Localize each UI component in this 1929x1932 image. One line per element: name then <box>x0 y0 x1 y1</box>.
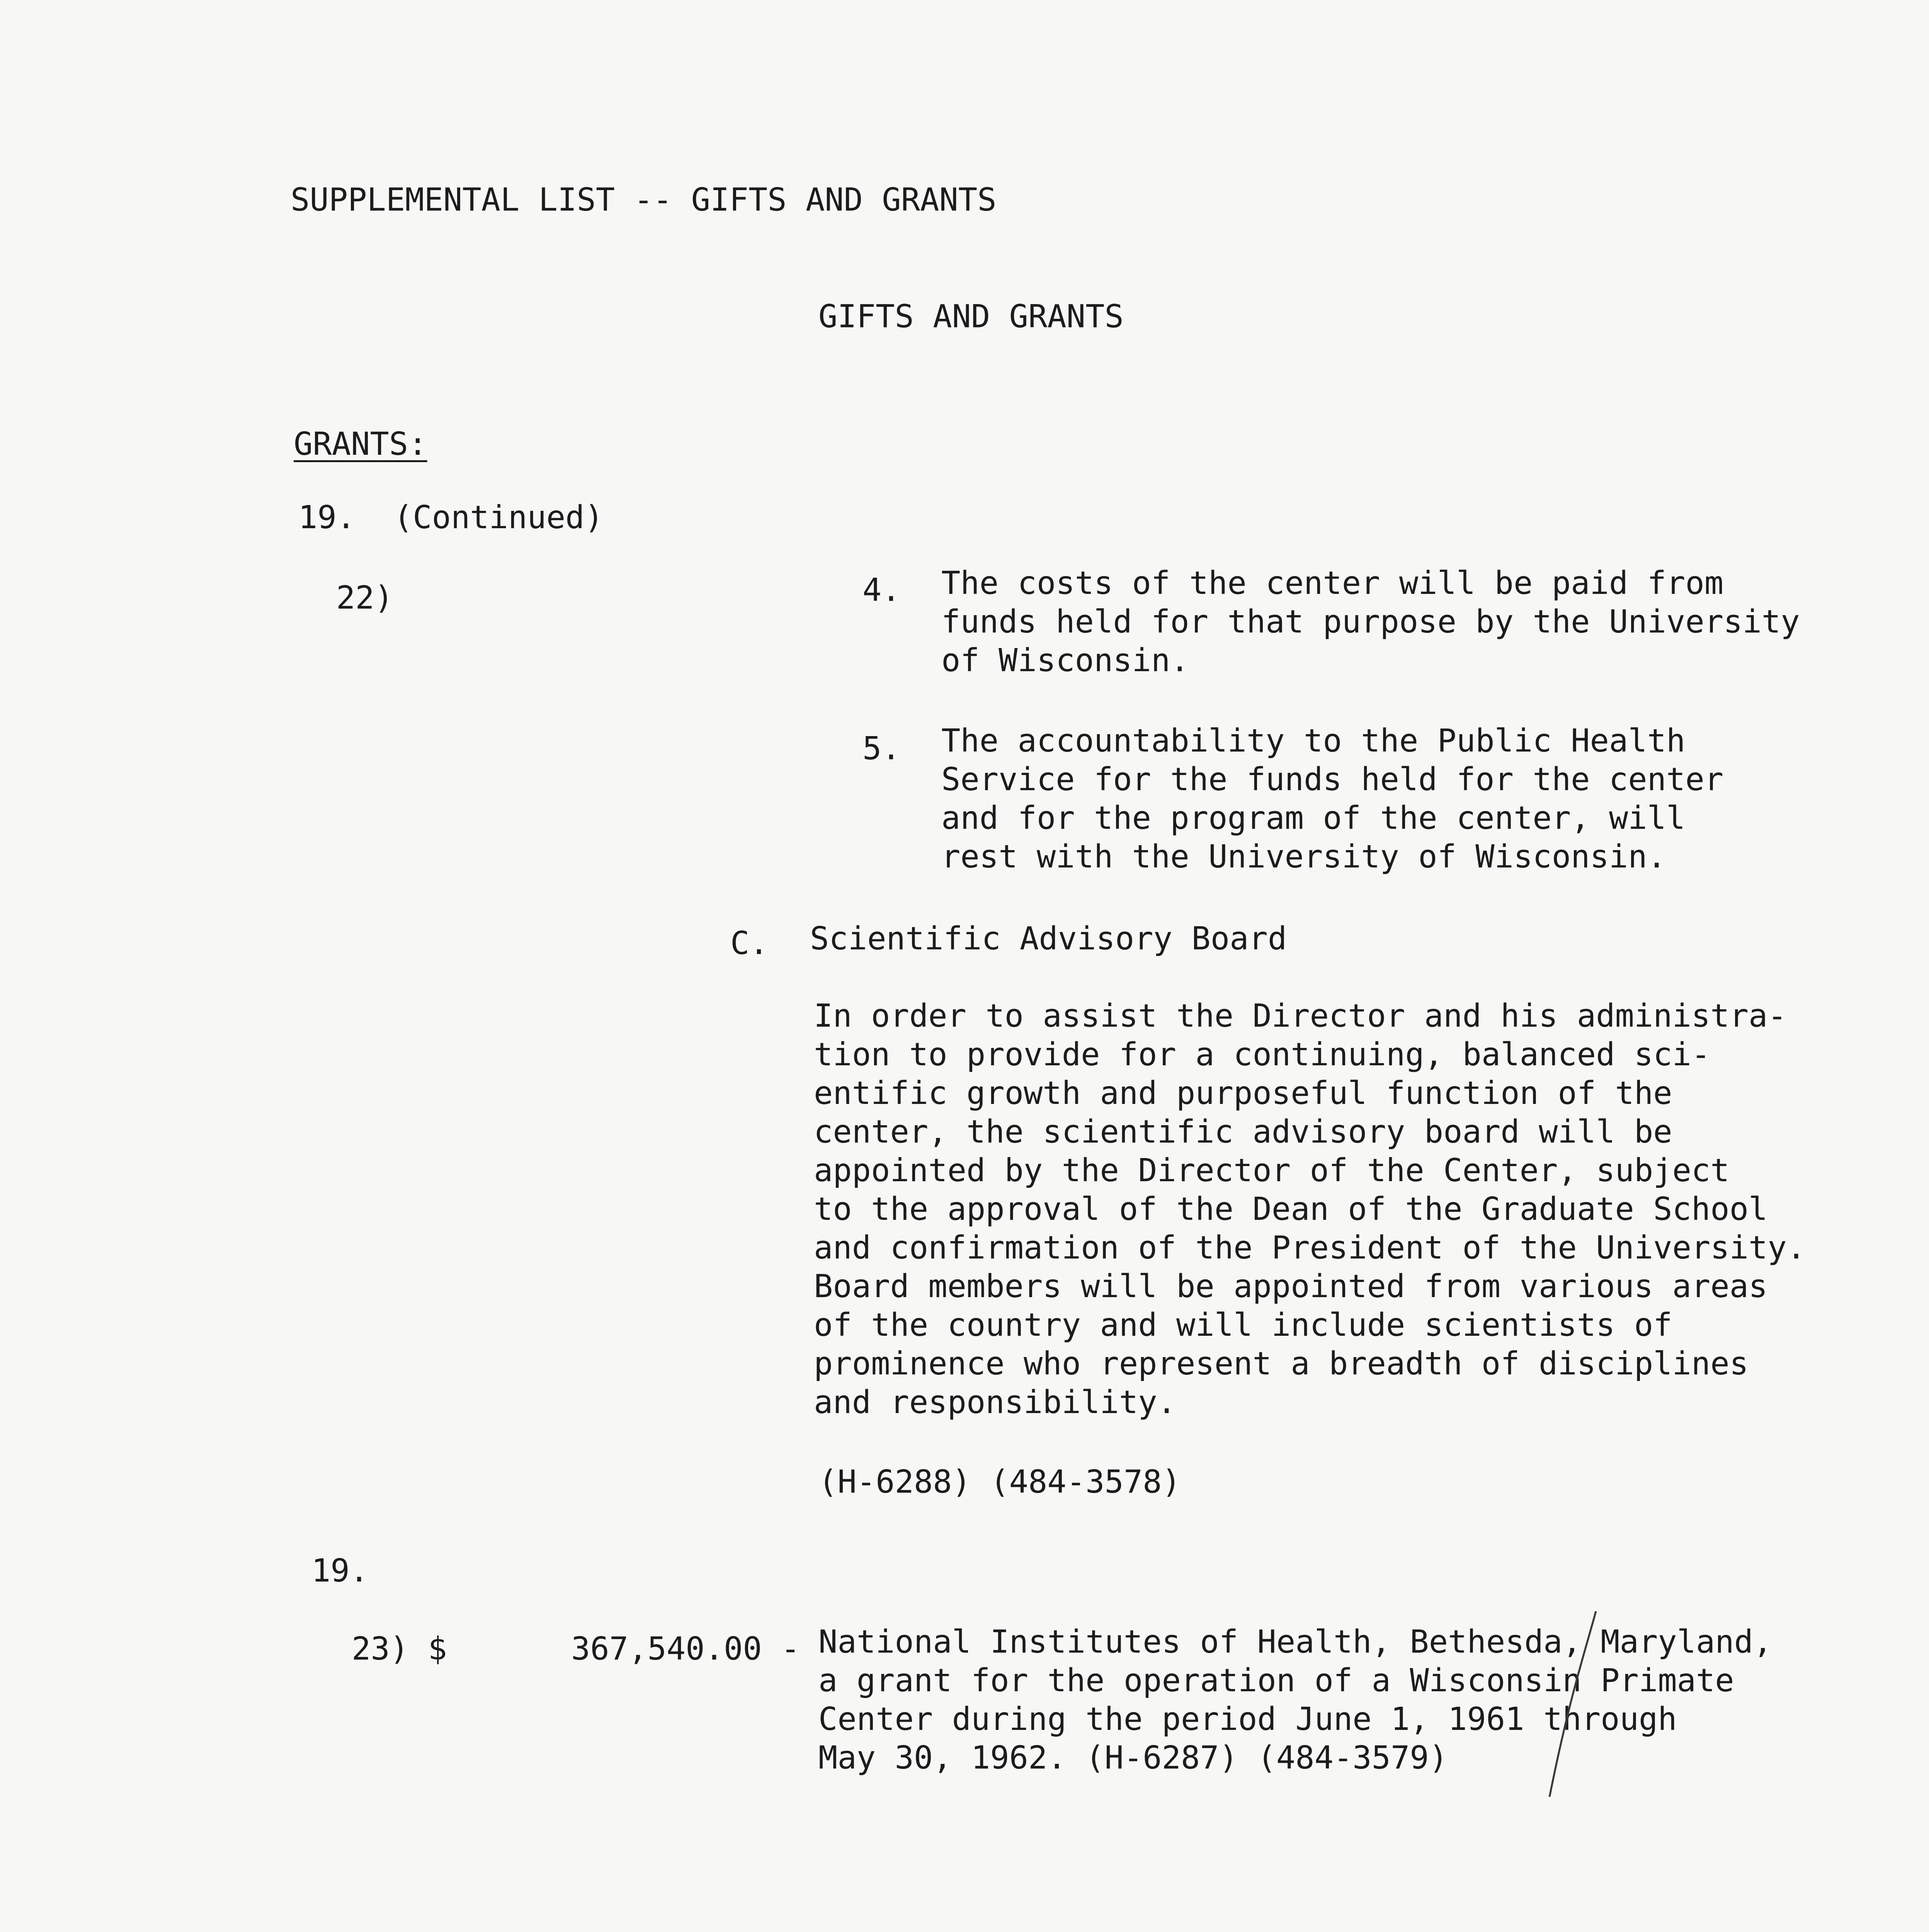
point-5-text: The accountability to the Public Health Service for the funds held for the center and for the program of the center, will rest with the University of Wisconsin. <box>941 723 1724 875</box>
section-c-reference: (H-6288) (484-3578) <box>818 1464 1181 1500</box>
item-22-number: 22) <box>336 580 394 616</box>
point-4-text: The costs of the center will be paid from funds held for that purpose by the University of Wisconsin. <box>941 565 1800 679</box>
item-19-number: 19. <box>311 1553 369 1589</box>
section-heading: GRANTS: <box>294 426 427 463</box>
item-23-amount: 367,540.00 - <box>571 1631 800 1667</box>
item-continued-label: 19. (Continued) <box>298 499 604 536</box>
document-title: SUPPLEMENTAL LIST -- GIFTS AND GRANTS <box>291 182 997 218</box>
document-subtitle: GIFTS AND GRANTS <box>818 298 1124 335</box>
item-23-text: National Institutes of Health, Bethesda, Maryland, a grant for the operation of a Wisconsin Primate Center during the period June 1, 1961 through May 30, 1962. (H-6287) (484-3579) <box>818 1624 1773 1776</box>
pen-stroke <box>1538 1607 1600 1801</box>
item-23-number: 23) $ <box>352 1631 447 1667</box>
point-4-number: 4. <box>862 572 901 609</box>
section-c-title: Scientific Advisory Board <box>810 920 1287 957</box>
section-c-body: In order to assist the Director and his administra- tion to provide for a continuing, balanced sci- entific growth and purposeful function of the center, the scientific advisory board will be appointed by the Director of the Center, subject to the approval of the Dean of the Graduate School and confirmation of the President of the University. Board members will be appointed from various areas of the country and will include scientists of prominence who represent a breadth of disciplines and responsibility. <box>814 998 1806 1421</box>
point-5-number: 5. <box>862 730 901 767</box>
section-c-letter: C. <box>730 925 769 962</box>
